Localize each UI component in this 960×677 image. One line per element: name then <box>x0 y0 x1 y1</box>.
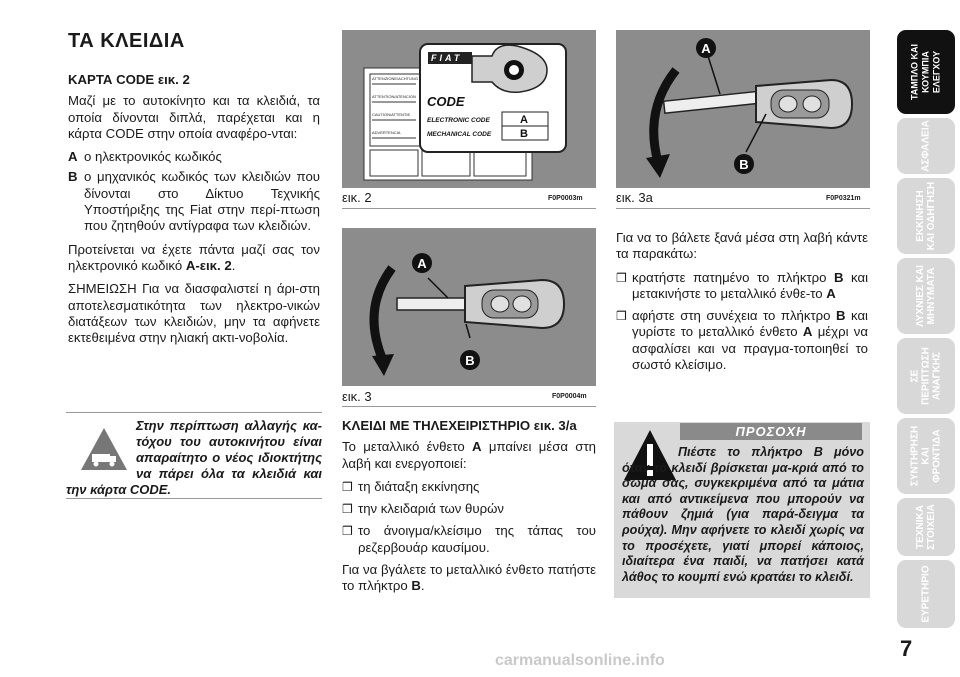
column-3 <box>616 230 868 379</box>
bullet-item <box>616 270 868 303</box>
page-number: 7 <box>900 636 913 661</box>
list-item <box>68 149 320 165</box>
figure-caption: εικ. 3 <box>342 389 372 404</box>
note-text: Στην περίπτωση αλλαγής κα-τόχου του αυτοκινήτου είναι απαραίτητο ο νέος ιδιοκτήτης να πάρει όλα τα κλειδιά και την κάρτα CODE. <box>66 418 322 497</box>
divider <box>342 406 596 407</box>
figure-code: F0P0003m <box>548 195 583 202</box>
bullet-item <box>616 308 868 373</box>
checkbox-bullet-icon: ❒ <box>342 502 353 517</box>
checkbox-bullet-icon: ❒ <box>616 270 627 285</box>
bullet-item <box>342 479 596 495</box>
tab-label: ΣΥΝΤΗΡΗΣΗ ΚΑΙ ΦΡΟΝΤΙΔΑ <box>909 425 943 487</box>
bullet-item <box>342 501 596 517</box>
tab-label: ΛΥΧΝΙΕΣ ΚΑΙ ΜΗΝΥΜΑΤΑ <box>915 265 937 327</box>
warning-text: Πιέστε το πλήκτρο B μόνο όταν το κλειδί βρίσκεται μα-κριά από το σώμα σας, συγκεκριμένα από τα μάτια και από αντικείμενα που μπορούν να πάθουν ζημιά (για παρά-δειγμα τα ρούχα). Μην αφήνετε το κλειδί χωρίς να το προσέχετε, γιατί μπορεί κάποιος, ιδιαίτερα ένα παιδί, να πατήσει κατά λάθος το κουμπί ενώ κρατάει το κλειδί. <box>622 445 864 584</box>
tab-maintenance[interactable] <box>897 418 955 494</box>
divider <box>66 412 322 413</box>
list-text: ο μηχανικός κωδικός των κλειδιών που δίνονται στο Δίκτυο Τεχνικής Υποστήριξης της Fiat στην περί-πτωση που ζητηθούν αντίγραφα των κλειδιών. <box>84 169 320 234</box>
bullet-text-part: αφήστε στη συνέχεια το πλήκτρο <box>632 308 836 324</box>
divider <box>616 208 870 209</box>
bullet-text-part: κρατήστε πατημένο το πλήκτρο <box>632 269 834 285</box>
warning-heading: ΠΡΟΣΟΧΗ <box>680 423 862 440</box>
list-item <box>68 169 320 234</box>
fiat-logo-text: FIAT <box>431 53 463 63</box>
paragraph-text: Για να βγάλετε το μεταλλικό ένθετο πατήστε το πλήκτρο <box>342 562 596 594</box>
tab-index[interactable] <box>897 560 955 628</box>
paragraph-end: . <box>420 578 425 594</box>
divider <box>342 208 596 209</box>
paragraph-end: μπαίνει μέσα στη λαβή και ενεργοποιεί: <box>342 439 596 471</box>
bullet-text-part: και μετακινήστε το μεταλλικό ένθε-το <box>632 269 868 301</box>
tab-technical-data[interactable] <box>897 498 955 556</box>
electronic-code-label: ELECTRONIC CODE <box>427 117 490 124</box>
column-2 <box>342 418 596 602</box>
code-card-illustration <box>342 30 596 188</box>
tab-label: ΤΑΜΠΛΟ ΚΑΙ ΚΟΥΜΠΙΑ ΕΛΕΓΧΟΥ <box>909 43 942 101</box>
label-b: B <box>739 157 749 172</box>
column-1 <box>68 72 320 353</box>
remote-key-illustration <box>342 228 596 386</box>
label-b: B <box>465 353 475 368</box>
divider <box>66 498 322 499</box>
figure-reference: B <box>411 578 421 594</box>
recommendation-paragraph <box>68 242 320 275</box>
bullet-text-part: μέχρι να ασφαλίσει και να πραγμα-τοποιηθεί το σωστό κλείσιμο. <box>632 324 868 373</box>
checkbox-bullet-icon: ❒ <box>616 309 627 324</box>
figure-reference: A <box>472 439 482 455</box>
intro-paragraph: Μαζί με το αυτοκίνητο και τα κλειδιά, τα οποία δίνονται διπλά, παρέχεται και η κάρτα CODE στην οποία αναφέρο-νται: <box>68 93 320 141</box>
insert-reference: A <box>826 285 836 301</box>
tab-label: ΕΚΚΙΝΗΣΗ ΚΑΙ ΟΔΗΓΗΣΗ <box>915 181 937 251</box>
card-title: CODE <box>427 94 465 109</box>
fine-print: CAUTION/ATTENTIE <box>372 112 411 117</box>
bullet-text: το άνοιγμα/κλείσιμο της τάπας του ρεζερβουάρ καυσίμου. <box>358 523 596 555</box>
note-paragraph: ΣΗΜΕΙΩΣΗ Για να διασφαλιστεί η άρι-στη αποτελεσματικότητα των ηλεκτρο-νικών διατάξεων των κλειδιών, μην τα αφήνετε εκτεθειμένα στην ηλιακή ακτι-νοβολία. <box>68 281 320 346</box>
tab-warning-lights[interactable] <box>897 258 955 334</box>
label-a: A <box>417 256 427 271</box>
ownership-note <box>66 414 322 498</box>
figure-code: F0P0321m <box>826 195 861 202</box>
fine-print: ATTENZIONE/ACHTUNG <box>372 76 418 81</box>
watermark: carmanualsonline.info <box>495 652 665 669</box>
button-reference: B <box>833 269 844 285</box>
paragraph: Για να το βάλετε ξανά μέσα στη λαβή κάντε τα παρακάτω: <box>616 230 868 262</box>
mechanical-code-value: B <box>520 128 528 140</box>
list-letter: A <box>68 149 78 165</box>
bullet-text: τη διάταξη εκκίνησης <box>358 478 480 494</box>
section-heading-code-card: ΚΑΡΤΑ CODE εικ. 2 <box>68 72 190 87</box>
bullet-item <box>342 523 596 556</box>
list-letter: B <box>68 169 78 185</box>
paragraph <box>342 562 596 595</box>
remote-key-closing-illustration <box>616 30 870 188</box>
tab-dashboard-controls[interactable] <box>897 30 955 114</box>
checkbox-bullet-icon: ❒ <box>342 524 353 539</box>
tab-label: ΤΕΧΝΙΚΑ ΣΤΟΙΧΕΙΑ <box>915 504 937 550</box>
electronic-code-value: A <box>520 114 528 126</box>
figure-caption: εικ. 2 <box>342 190 372 205</box>
section-heading-remote-key: ΚΛΕΙΔΙ ΜΕ ΤΗΛΕΧΕΙΡΙΣΤΗΡΙΟ εικ. 3/a <box>342 418 577 433</box>
tab-emergency[interactable] <box>897 338 955 414</box>
figure-code-card <box>342 30 596 188</box>
tab-safety[interactable] <box>897 118 955 174</box>
tab-label: ΕΥΡΕΤΗΡΙΟ <box>920 565 932 623</box>
figure-remote-key-closing <box>616 30 870 188</box>
list-text: ο ηλεκτρονικός κωδικός <box>84 149 222 165</box>
tab-starting-driving[interactable] <box>897 178 955 254</box>
insert-reference: A <box>802 324 813 340</box>
label-a: A <box>701 41 711 56</box>
mechanical-code-label: MECHANICAL CODE <box>427 131 492 138</box>
figure-code: F0P0004m <box>552 393 587 400</box>
button-reference: B <box>836 308 846 324</box>
paragraph-end: . <box>231 257 236 273</box>
paragraph-text: Προτείνεται να έχετε πάντα μαζί σας τον ηλεκτρονικό κωδικό <box>68 241 320 273</box>
tab-label: ΑΣΦΑΛΕΙΑ <box>920 120 932 172</box>
figure-remote-key <box>342 228 596 386</box>
bullet-text-part: και γυρίστε το μεταλλικό ένθετο <box>632 308 868 340</box>
paragraph-text: Το μεταλλικό ένθετο <box>342 439 473 455</box>
car-warning-icon <box>80 426 128 472</box>
figure-caption: εικ. 3a <box>616 190 653 205</box>
checkbox-bullet-icon: ❒ <box>342 479 353 494</box>
paragraph <box>342 439 596 472</box>
figure-reference: A-εικ. 2 <box>185 257 232 273</box>
fine-print: ATTENTION/ATENCION <box>372 94 416 99</box>
tab-label: ΣΕ ΠΕΡΙΠΤΩΣΗ ΑΝΑΓΚΗΣ <box>909 347 943 405</box>
bullet-text: την κλειδαριά των θυρών <box>358 501 504 517</box>
fine-print: ADVERTENCIA <box>372 130 401 135</box>
bullet-text <box>632 308 868 373</box>
page-title: ΤΑ ΚΛΕΙΔΙΑ <box>68 30 185 52</box>
bullet-text <box>632 270 868 303</box>
